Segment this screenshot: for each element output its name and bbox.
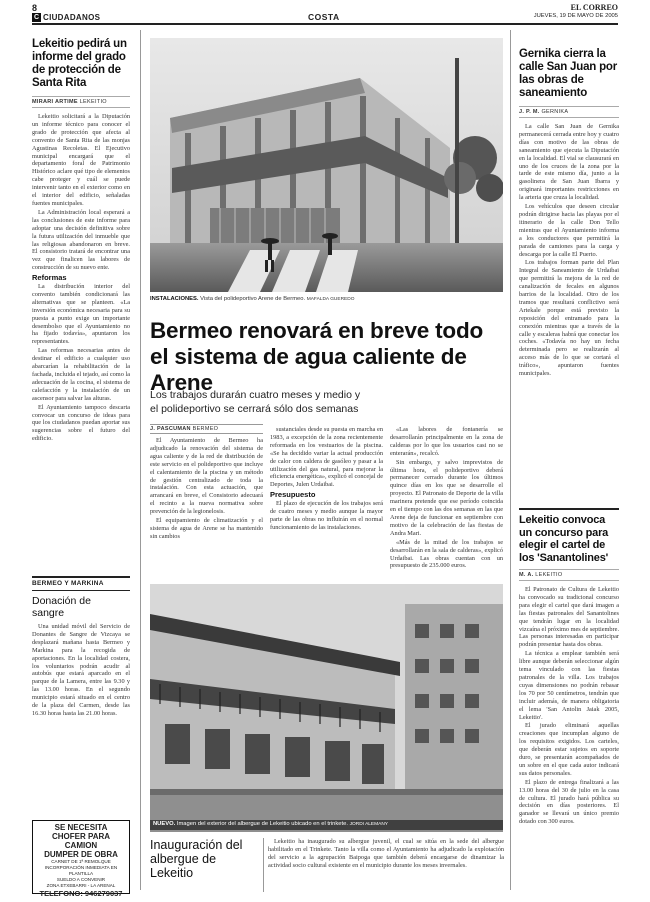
paragraph: Los vehículos que deseen circular podrán dirigirse hacia las playas por el itinerario de la calle Don Tello mientras que el Ayuntamiento informa a los conductores que permitirá la parada de camiones para la carga y descarga por la calle El Puerto.	[519, 203, 619, 258]
left-bottom-rule	[32, 576, 130, 578]
right-top-body	[519, 123, 619, 378]
byline-rule-2	[519, 580, 619, 581]
caption-credit: JORDI ALEMANY	[349, 822, 388, 827]
paragraph: El plazo de ejecución de los trabajos será de cuatro meses y medio aunque la mayor parte de las obras no influirán en el normal funcionamiento de las instalaciones.	[270, 500, 383, 531]
paragraph: Los trabajos forman parte del Plan Integral de Saneamiento de Urdaibai que permitirá la mejora de la red de canalización de fecales en algunos barrios de la localidad. Otro de los tramos que resultará conflictivo será Artekale porque está previsto la reposición del entramado para la conexión mientras que a través de la calle y escaleras habrá que conectar los coches. «Todavía no hay un fecha determinada pero se realizarán al acceso más de lo que se cortará el tráfico», apuntaron fuentes municipales.	[519, 259, 619, 378]
right-top-headline: Gernika cierra la calle San Juan por las obras de saneamiento	[519, 48, 618, 99]
column-divider	[510, 30, 511, 890]
byline-place: BERMEO	[192, 426, 219, 432]
ad-detail: INCORPORACIÓN INMEDIATA EN PLANTILLA	[44, 865, 118, 876]
page-number: 8	[32, 3, 38, 13]
paragraph: Lekeitio solicitará a la Diputación un informe técnico para conocer el grado de protección que afecta al convento de Santa Rita de las monjas Agustinas Recoletas. El Ejecutivo municipal encargará que el departamento foral de Patrimonio Histórico aclare qué tipo de elementos cabe proteger y cuál se puede intervenir tanto en el exterior como en el interior del edificio, señaladas fuentes municipales.	[32, 113, 130, 207]
left-bottom-body	[32, 623, 130, 718]
caption-label: INSTALACIONES.	[150, 296, 199, 302]
paragraph: sustanciales desde su puesta en marcha en 1983, a excepción de la zona recientemente reformada en los vestuarios de la piscina. «Se ha decidido variar la actual producción de calor con caldera de gasóleo y pasar a la utilización del gas natural, para mejorar la eficiencia energética», explicó el concejal de Deportes, Julen Urdaibai.	[270, 426, 383, 489]
byline-author: J. P. M.	[519, 109, 540, 115]
subhead-line: el polideportivo se cerrará sólo dos semanas	[150, 403, 359, 415]
ad-detail: CARNET DE 1ª REMOLQUE	[51, 859, 111, 864]
left-bottom-section: BERMEO Y MARKINA	[32, 580, 104, 587]
paragraph: El Ayuntamiento de Bermeo ha adjudicado la renovación del sistema de agua caliente y de la red de distribución de este servicio en el polideportivo que incluye el calentamiento de la piscina y un método de gestión centralizado de toda la instalación. Con esta actuación, que arrancará en breve, el Consistorio adecuará el recinto a la nueva normativa sobre prevención de la legionelosis.	[150, 437, 263, 516]
paragraph: «Más de la mitad de los trabajos se desarrollarán en la sala de calderas», explicó Urdaibai. Las obras cuentan con un presupuesto de 235.000 euros.	[390, 538, 503, 570]
main-col-3	[390, 426, 503, 571]
column-divider	[140, 30, 141, 890]
main-headline: Bermeo renovará en breve todo el sistema de agua caliente de Arene	[150, 318, 484, 395]
ad-line-3: DUMPER DE OBRA	[44, 850, 118, 859]
section-badge: C	[33, 14, 40, 21]
main-photo-caption	[150, 296, 503, 302]
byline-rule	[519, 569, 619, 570]
subheading: Presupuesto	[270, 490, 316, 500]
byline-rule	[519, 106, 619, 107]
section-rule	[32, 590, 130, 591]
left-bottom-article	[32, 580, 130, 719]
byline-place: LEKEITIO	[535, 572, 563, 578]
classified-ad	[32, 820, 130, 898]
bottom-headline: Inauguración del albergue de Lekeitio	[150, 838, 243, 880]
header-rule	[32, 23, 618, 25]
paragraph: La técnica a emplear también será libre aunque deberán seleccionar algún tema vinculado con las fiestas patronales de la villa. Los trabajos cuyas dimensiones no podrán rebasar los 70 por 50 centímetros, tendrán que incluir además, de manera obligatoria el lema 'San Antolin Jaiak 2005, Lekeitio'.	[519, 650, 619, 721]
paragraph: El Ayuntamiento tampoco descarta convocar un concurso de ideas para que los ciudadanos puedan aportar sus sugerencias sobre el futuro del edificio.	[32, 403, 130, 443]
main-col-2	[270, 426, 383, 533]
left-top-byline	[32, 99, 130, 105]
caption-text: Vista del polideportivo Arene de Bermeo.	[200, 296, 306, 302]
left-top-article	[32, 38, 130, 444]
paper-name: EL CORREO	[570, 3, 618, 12]
main-col-1	[150, 437, 263, 542]
left-bottom-title: Donación de sangre	[32, 595, 91, 619]
paragraph: La distribución interior del convento también condicionará las alternativas que se planteen. «La inversión económica necesaria para su puesta a punto exige un importante desembolso que el Ayuntamiento no ha fijado todavía», apuntaron los representantes.	[32, 283, 130, 346]
right-bottom-body	[519, 586, 619, 826]
byline-author: J. PASCUMAN	[150, 426, 191, 432]
byline-author: M. A.	[519, 572, 534, 578]
building-photo	[150, 38, 503, 292]
right-top-article	[519, 48, 619, 379]
ad-detail: SUELDO A CONVENIR	[56, 877, 106, 882]
right-bottom-article	[519, 514, 619, 827]
right-bottom-byline	[519, 572, 619, 578]
left-top-headline: Lekeitio pedirá un informe del grado de protección de Santa Rita	[32, 38, 127, 89]
paper-date: JUEVES, 19 DE MAYO DE 2005	[533, 13, 618, 19]
ad-detail: ZONA ETXEBARRI - LA ARENAL	[46, 883, 116, 888]
paragraph: La Administración local esperará a las conclusiones de este informe para adoptar una decisión definitiva sobre la futura utilización del inmueble que las religiosas abandonaron en breve. El consistorio tratará de encontrar una vez que finalicen las labores de construcción de su nuevo ente.	[32, 208, 130, 272]
ad-line-2: CHOFER PARA CAMION	[51, 832, 111, 850]
main-photo-polideportivo	[150, 38, 503, 292]
byline-author: MIRARI ARTIME	[32, 99, 78, 105]
right-bottom-headline: Lekeitio convoca un concurso para elegir el cartel de los 'Sanantolines'	[519, 514, 609, 564]
albergue-photo	[150, 584, 503, 832]
caption-text: Imagen del exterior del albergue de Lekeitio ubicado en el trinkete.	[176, 821, 348, 827]
bottom-photo-caption	[150, 820, 503, 830]
caption-label: NUEVO.	[153, 821, 176, 827]
bottom-photo-albergue	[150, 584, 503, 832]
right-bottom-rule	[519, 508, 619, 510]
caption-credit: MAFALDA GUEREDO	[306, 297, 355, 302]
paragraph: Una unidad móvil del Servicio de Donantes de Sangre de Vizcaya se desplazará mañana hasta Bermeo y Markina para la recogida de aportaciones. En la localidad costera, los voluntarios podrán acudir al autobús que estará aparcado en el parque de la Lamera, entre las 9.30 y las 13.00 horas. En el segundo municipio estará situado en el centro de la plaza del Carmen, desde las 16.30 horas hasta las 21.00 horas.	[32, 623, 130, 717]
ad-line-1: SE NECESITA	[54, 823, 108, 832]
byline-rule-2	[32, 107, 130, 108]
bottom-divider	[263, 838, 264, 892]
paragraph: El Patronato de Cultura de Lekeitio ha convocado su tradicional concurso para elegir el cartel que dará imagen a las fiestas patronales del Sanantolines que tendrán lugar en la localidad vizcaína el próximo mes de septiembre. Las personas interesadas en participar podrán presentar hasta dos obras.	[519, 586, 620, 649]
paragraph: «Las labores de fontanería se desarrollarán principalmente en la zona de calderas por lo que los usuarios casi no se enterarán», recalcó.	[390, 426, 503, 457]
paragraph: El jurado eliminará aquellas creaciones que incumplan alguno de los requisitos exigidos. Los carteles, que deberán estar sujetos en soporte duro, se presentarán acompañados de un sobre en el que cada autor indicará sus datos personales.	[519, 722, 619, 777]
paragraph: Lekeitio ha inaugurado su albergue juvenil, el cual se sitúa en la sede del albergue habilitado en el Trinkete. Tanto la villa como el Ayuntamiento ha adjudicado la explotación del servicio a la agrupación Baipoga que también deberá encargarse de dinamizar la actividad socio cultural existente en el municipio durante los meses invernales.	[268, 838, 504, 869]
paragraph: Las reformas necesarias antes de destinar el edificio a cualquier uso abarcarían la rehabilitación de la fachada, incluida el tejado, así como la adecuación de la cocina, el sistema de calefacción y la instalación de un ascensor para salvar las alturas.	[32, 347, 130, 402]
center-section: COSTA	[308, 12, 340, 22]
subheading: Reformas	[32, 273, 67, 283]
byline-place: LEKEITIO	[79, 99, 107, 105]
paragraph: La calle San Juan de Gernika permanecerá cerrada entre hoy y cuatro días con motivo de las obras de saneamiento que ejecuta la Diputación en la localidad. El vial se clausurará en uno de los cruces de la zona por la tarde de este mismo día, junto a la gasolinera de San Juan Ibarra y originará importantes restricciones en la arteria que cruza la localidad.	[519, 123, 619, 202]
right-top-byline	[519, 109, 619, 115]
main-byline	[150, 424, 263, 434]
paragraph: El equipamiento de climatización y el sistema de agua de Arene se ha mantenido sin cambios	[150, 517, 263, 540]
main-subhead	[150, 388, 503, 416]
subhead-line: Los trabajos durarán cuatro meses y medio y	[150, 389, 361, 401]
ad-phone: TELEFONO: 946279037	[39, 889, 123, 898]
left-top-body	[32, 113, 130, 443]
byline-rule-2	[519, 117, 619, 118]
byline-rule	[32, 96, 130, 97]
page-header	[0, 0, 650, 24]
bottom-body	[268, 838, 504, 871]
section-name: CIUDADANOS	[43, 13, 101, 22]
byline-place: GERNIKA	[541, 109, 569, 115]
paragraph: El plazo de entrega finalizará a las 13.00 horas del 30 de julio en la casa de cultura. El jurado hará pública su decisión en días posteriores. El ganador se llevará un único premio dotado con 300 euros.	[519, 778, 619, 826]
paragraph: Sin embargo, y salvo imprevistos de última hora, el polideportivo deberá permanecer cerrado durante los últimos quince días en los que se desarrolle el proyecto. El Patronato de Deporte de la villa marinera pretende que ese período coincida en el tiempo con las dos semanas en las que Arene deja de funcionar en septiembre con motivo de la celebración de las fiestas de Andra Mari.	[390, 458, 503, 537]
